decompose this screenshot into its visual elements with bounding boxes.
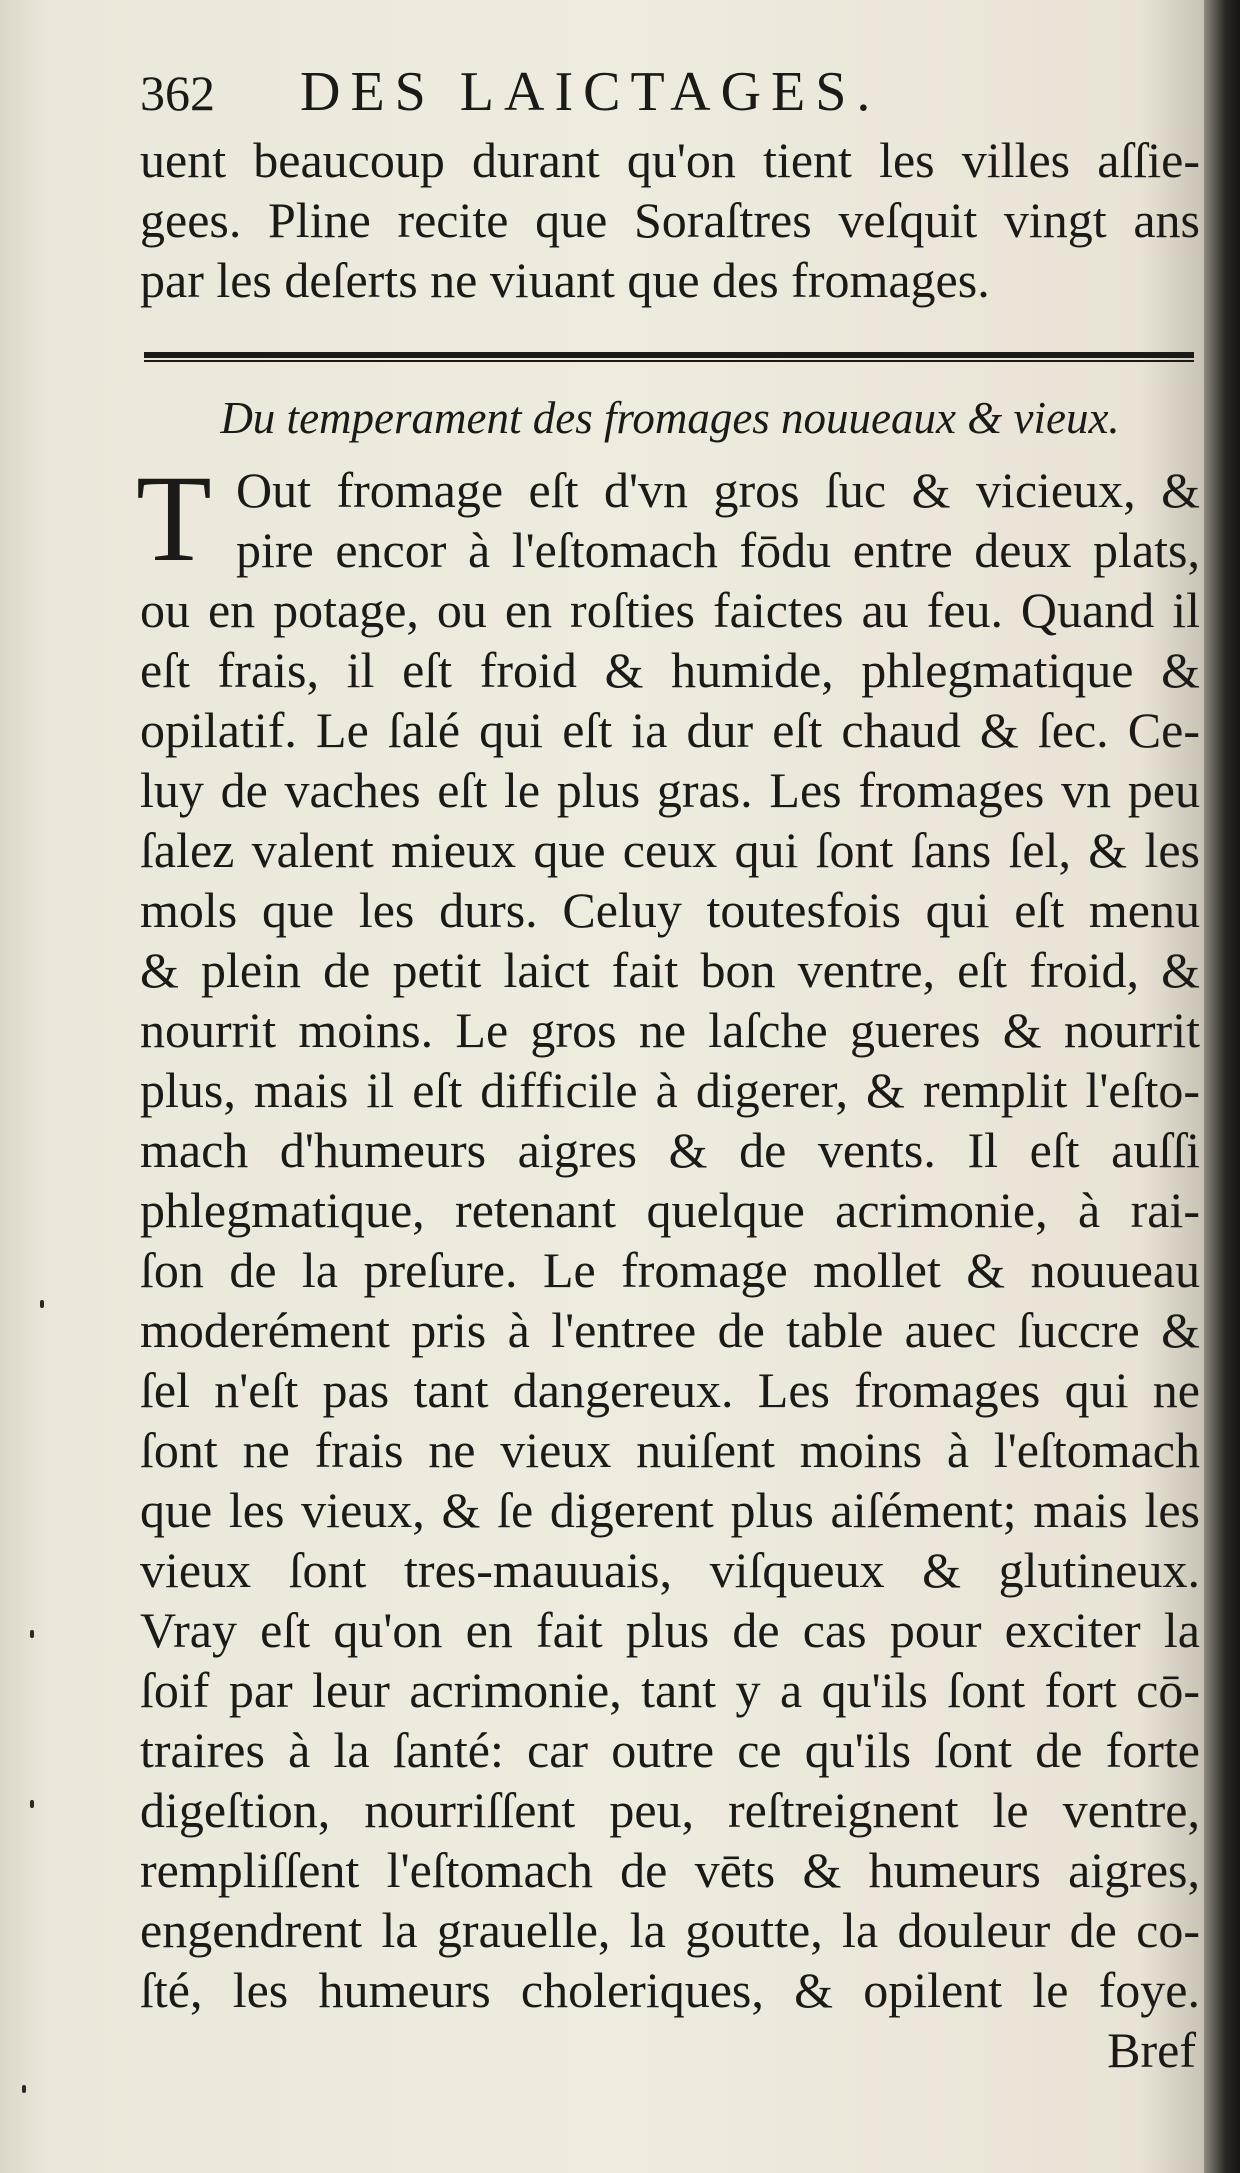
- ink-speck: [30, 1630, 34, 1638]
- text-line: nourrit moins. Le gros ne laſche gueres & nourrit: [140, 1002, 1200, 1058]
- text-line: ſont ne frais ne vieux nuiſent moins à l'eſtomach: [140, 1422, 1200, 1478]
- text-line: Vray eſt qu'on en fait plus de cas pour exciter la: [140, 1602, 1200, 1658]
- text-line: mols que les durs. Celuy toutesfois qui eſt menu: [140, 882, 1200, 938]
- text-line: traires à la ſanté: car outre ce qu'ils ſont de forte: [140, 1722, 1200, 1778]
- book-spine-shadow: [1204, 0, 1240, 2173]
- ink-speck: [22, 2085, 26, 2093]
- catchword: Bref: [1107, 2022, 1196, 2078]
- text-line: ſon de la preſure. Le fromage mollet & nouueau: [140, 1242, 1200, 1298]
- body-paragraph: [136, 450, 1200, 2020]
- text-line: gees. Pline recite que Soraſtres veſquit vingt ans: [140, 192, 1200, 248]
- page-content: [136, 60, 1200, 2080]
- ink-speck: [40, 1300, 44, 1308]
- text-line: vieux ſont tres-mauuais, viſqueux & glutineux.: [140, 1542, 1200, 1598]
- intro-text: [140, 130, 1200, 310]
- text-line: ſté, les humeurs choleriques, & opilent le foye.: [140, 1962, 1200, 2018]
- text-line: moderément pris à l'entree de table auec ſuccre &: [140, 1302, 1200, 1358]
- text-line: phlegmatique, retenant quelque acrimonie, à rai-: [140, 1182, 1200, 1238]
- text-line: ſoif par leur acrimonie, tant y a qu'ils ſont fort cō-: [140, 1662, 1200, 1718]
- text-line: ſel n'eſt pas tant dangereux. Les fromages qui ne: [140, 1362, 1200, 1418]
- text-line: luy de vaches eſt le plus gras. Les fromages vn peu: [140, 762, 1200, 818]
- text-line: opilatif. Le ſalé qui eſt ia dur eſt chaud & ſec. Ce-: [140, 702, 1200, 758]
- text-line: par les deſerts ne viuant que des fromages.: [140, 252, 990, 308]
- ink-speck: [30, 1800, 34, 1808]
- text-line: ou en potage, ou en roſties faictes au feu. Quand il: [140, 582, 1200, 638]
- running-header: [140, 60, 1200, 130]
- text-line: plus, mais il eſt difficile à digerer, & remplit l'eſto-: [140, 1062, 1200, 1118]
- text-line: rempliſſent l'eſtomach de vēts & humeurs aigres,: [140, 1842, 1200, 1898]
- text-line: digeſtion, nourriſſent peu, reſtreignent le ventre,: [140, 1782, 1200, 1838]
- text-line: uent beaucoup durant qu'on tient les villes aſſie-: [140, 132, 1200, 188]
- text-line: engendrent la grauelle, la goutte, la douleur de co-: [140, 1902, 1200, 1958]
- section-heading: Du temperament des fromages nouueaux & vieux.: [220, 393, 1120, 443]
- text-line: ſalez valent mieux que ceux qui ſont ſans ſel, & les: [140, 822, 1200, 878]
- text-line: que les vieux, & ſe digerent plus aiſément; mais les: [140, 1482, 1200, 1538]
- text-line: pire encor à l'eſtomach fōdu entre deux plats,: [236, 522, 1200, 578]
- text-line: & plein de petit laict fait bon ventre, eſt froid, &: [140, 942, 1200, 998]
- page-number: 362: [140, 65, 215, 121]
- section-rule: [144, 352, 1194, 362]
- text-line: Out fromage eſt d'vn gros ſuc & vicieux, &: [236, 462, 1200, 518]
- text-line: eſt frais, il eſt froid & humide, phlegmatique &: [140, 642, 1200, 698]
- drop-cap: T: [136, 450, 212, 587]
- text-line: mach d'humeurs aigres & de vents. Il eſt auſſi: [140, 1122, 1200, 1178]
- running-title: DES LAICTAGES.: [300, 61, 881, 123]
